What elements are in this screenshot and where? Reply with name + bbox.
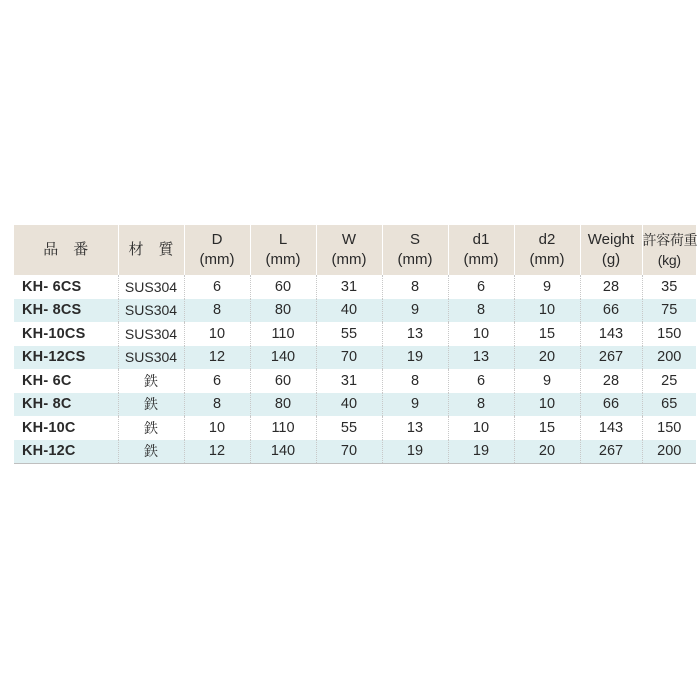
header-d [184, 225, 250, 275]
table-row [14, 275, 696, 299]
cell-d1: 8 [448, 393, 514, 417]
cell-w: 70 [316, 346, 382, 370]
cell-material: SUS304 [118, 322, 184, 346]
cell-w: 70 [316, 440, 382, 464]
cell-d: 6 [184, 369, 250, 393]
cell-d1: 6 [448, 369, 514, 393]
cell-product: KH-12CS [14, 346, 118, 370]
table-row [14, 416, 696, 440]
cell-d: 8 [184, 299, 250, 323]
table-row [14, 369, 696, 393]
cell-allowable-load: 65 [642, 393, 696, 417]
cell-d: 12 [184, 346, 250, 370]
cell-d: 6 [184, 275, 250, 299]
cell-d1: 13 [448, 346, 514, 370]
cell-w: 40 [316, 393, 382, 417]
cell-weight: 267 [580, 346, 642, 370]
cell-d1: 10 [448, 322, 514, 346]
header-label: S [409, 231, 420, 248]
cell-allowable-load: 200 [642, 440, 696, 464]
cell-l: 140 [250, 346, 316, 370]
cell-w: 31 [316, 369, 382, 393]
spec-table [14, 225, 696, 464]
cell-d2: 10 [514, 299, 580, 323]
cell-d: 10 [184, 416, 250, 440]
header-s [382, 225, 448, 275]
cell-d1: 6 [448, 275, 514, 299]
header-unit: (mm) [331, 251, 367, 268]
header-unit: (kg) [657, 252, 681, 268]
header-unit: (mm) [529, 251, 565, 268]
cell-d2: 20 [514, 346, 580, 370]
cell-allowable-load: 35 [642, 275, 696, 299]
header-unit: (mm) [463, 251, 499, 268]
cell-material: 鉄 [118, 369, 184, 393]
cell-s: 9 [382, 299, 448, 323]
cell-s: 8 [382, 369, 448, 393]
cell-l: 140 [250, 440, 316, 464]
cell-weight: 267 [580, 440, 642, 464]
header-label: Weight [587, 231, 635, 248]
cell-material: 鉄 [118, 416, 184, 440]
cell-weight: 28 [580, 369, 642, 393]
header-label: 品 番 [43, 241, 89, 258]
cell-product: KH- 6CS [14, 275, 118, 299]
header-l [250, 225, 316, 275]
cell-d: 12 [184, 440, 250, 464]
header-label: 許容荷重 [642, 232, 698, 248]
cell-weight: 28 [580, 275, 642, 299]
header-d1 [448, 225, 514, 275]
cell-s: 19 [382, 440, 448, 464]
cell-l: 60 [250, 369, 316, 393]
cell-d1: 19 [448, 440, 514, 464]
header-product [14, 225, 118, 275]
cell-allowable-load: 200 [642, 346, 696, 370]
cell-d2: 15 [514, 416, 580, 440]
cell-weight: 66 [580, 299, 642, 323]
cell-d: 8 [184, 393, 250, 417]
cell-product: KH-10CS [14, 322, 118, 346]
cell-product: KH-10C [14, 416, 118, 440]
header-unit: (g) [601, 251, 621, 268]
cell-d2: 20 [514, 440, 580, 464]
cell-s: 19 [382, 346, 448, 370]
cell-d1: 8 [448, 299, 514, 323]
header-label: d1 [472, 231, 490, 248]
header-label: L [278, 231, 288, 248]
cell-d1: 10 [448, 416, 514, 440]
header-d2 [514, 225, 580, 275]
cell-l: 110 [250, 322, 316, 346]
cell-w: 55 [316, 322, 382, 346]
cell-material: SUS304 [118, 346, 184, 370]
cell-d2: 9 [514, 275, 580, 299]
cell-l: 60 [250, 275, 316, 299]
header-label: d2 [538, 231, 556, 248]
header-w [316, 225, 382, 275]
cell-w: 40 [316, 299, 382, 323]
cell-w: 31 [316, 275, 382, 299]
cell-l: 80 [250, 299, 316, 323]
cell-material: SUS304 [118, 275, 184, 299]
header-label: W [341, 231, 357, 248]
cell-allowable-load: 75 [642, 299, 696, 323]
table-row [14, 393, 696, 417]
cell-material: SUS304 [118, 299, 184, 323]
cell-l: 110 [250, 416, 316, 440]
table-body [14, 275, 696, 464]
cell-allowable-load: 25 [642, 369, 696, 393]
cell-material: 鉄 [118, 393, 184, 417]
cell-d2: 9 [514, 369, 580, 393]
cell-w: 55 [316, 416, 382, 440]
cell-weight: 66 [580, 393, 642, 417]
cell-d2: 15 [514, 322, 580, 346]
cell-product: KH- 6C [14, 369, 118, 393]
header-unit: (mm) [397, 251, 433, 268]
header-label: D [211, 231, 223, 248]
header-unit: (mm) [265, 251, 301, 268]
table-row [14, 440, 696, 464]
cell-s: 8 [382, 275, 448, 299]
cell-s: 13 [382, 322, 448, 346]
header-material [118, 225, 184, 275]
cell-weight: 143 [580, 416, 642, 440]
cell-s: 9 [382, 393, 448, 417]
cell-l: 80 [250, 393, 316, 417]
table-row [14, 299, 696, 323]
cell-product: KH- 8CS [14, 299, 118, 323]
cell-d: 10 [184, 322, 250, 346]
cell-material: 鉄 [118, 440, 184, 464]
cell-allowable-load: 150 [642, 322, 696, 346]
cell-s: 13 [382, 416, 448, 440]
cell-allowable-load: 150 [642, 416, 696, 440]
header-label: 材 質 [128, 241, 174, 258]
table-row [14, 322, 696, 346]
header-allowable-load [642, 225, 696, 275]
cell-weight: 143 [580, 322, 642, 346]
cell-product: KH- 8C [14, 393, 118, 417]
header-weight [580, 225, 642, 275]
cell-product: KH-12C [14, 440, 118, 464]
cell-d2: 10 [514, 393, 580, 417]
header-row [14, 225, 696, 275]
header-unit: (mm) [199, 251, 235, 268]
table-row [14, 346, 696, 370]
